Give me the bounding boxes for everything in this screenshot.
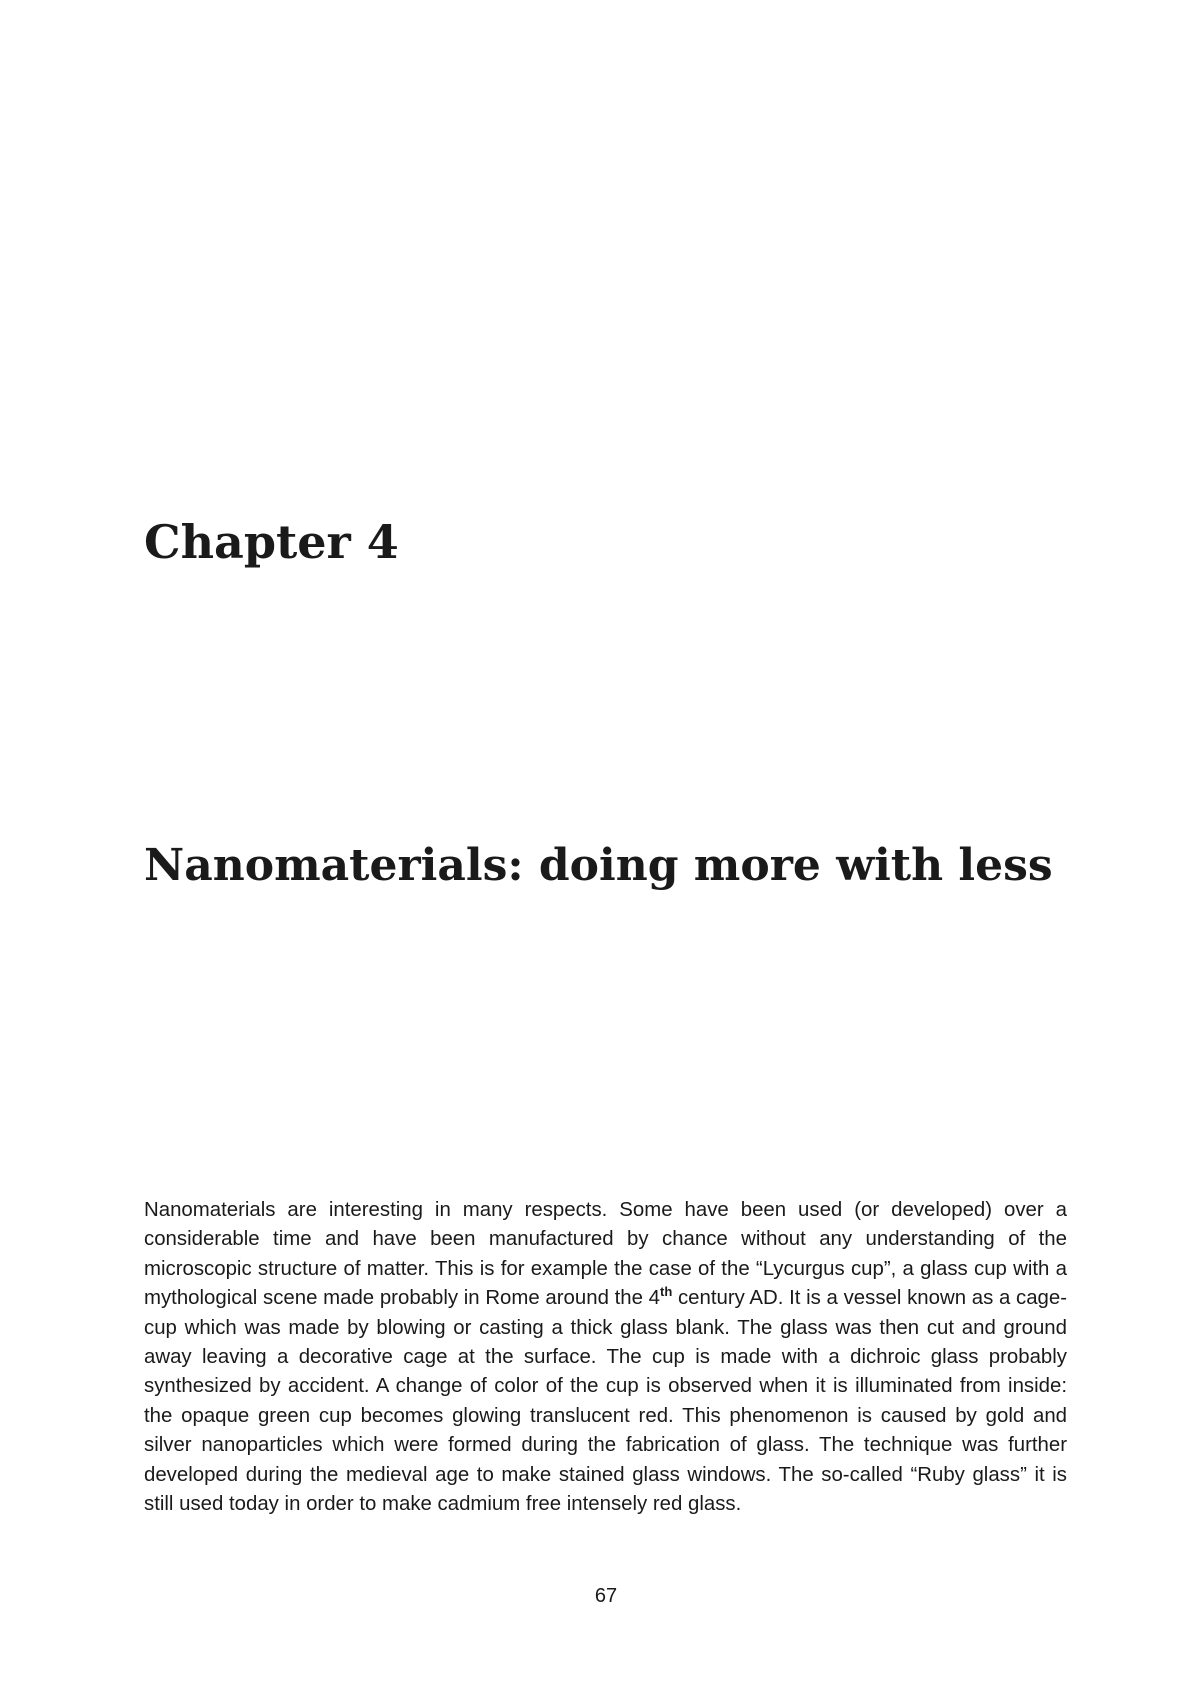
body-paragraph [144, 1196, 1067, 1519]
chapter-title: Nanomaterials: doing more with less [144, 840, 1053, 891]
chapter-label: Chapter 4 [144, 515, 399, 569]
body-text-part-2: century AD. It is a vessel known as a cage-cup which was made by blowing or casting a thick glass blank. The glass was then cut and ground away leaving a decorative cage at the surface. The cup is made with a dichroic glass probably synthesized by accident. A change of color of the cup is observed when it is illuminated from inside: the opaque green cup becomes glowing translucent red. This phenomenon is caused by gold and silver nanoparticles which were formed during the fabrication of glass. The technique was further developed during the medieval age to make stained glass windows. The so-called “Ruby glass” it is still used today in order to make cadmium free intensely red glass. [144, 1287, 1068, 1516]
page-number: 67 [594, 1585, 618, 1607]
body-text-part-1: Nanomaterials are interesting in many respects. Some have been used (or developed) over a considerable time and have been manufactured by chance without any understanding of the microscopic structure of matter. This is for example the case of the “Lycurgus cup”, a glass cup with a mythological scene made probably in Rome around the 4 [144, 1199, 1067, 1310]
century-superscript: th [660, 1284, 673, 1300]
